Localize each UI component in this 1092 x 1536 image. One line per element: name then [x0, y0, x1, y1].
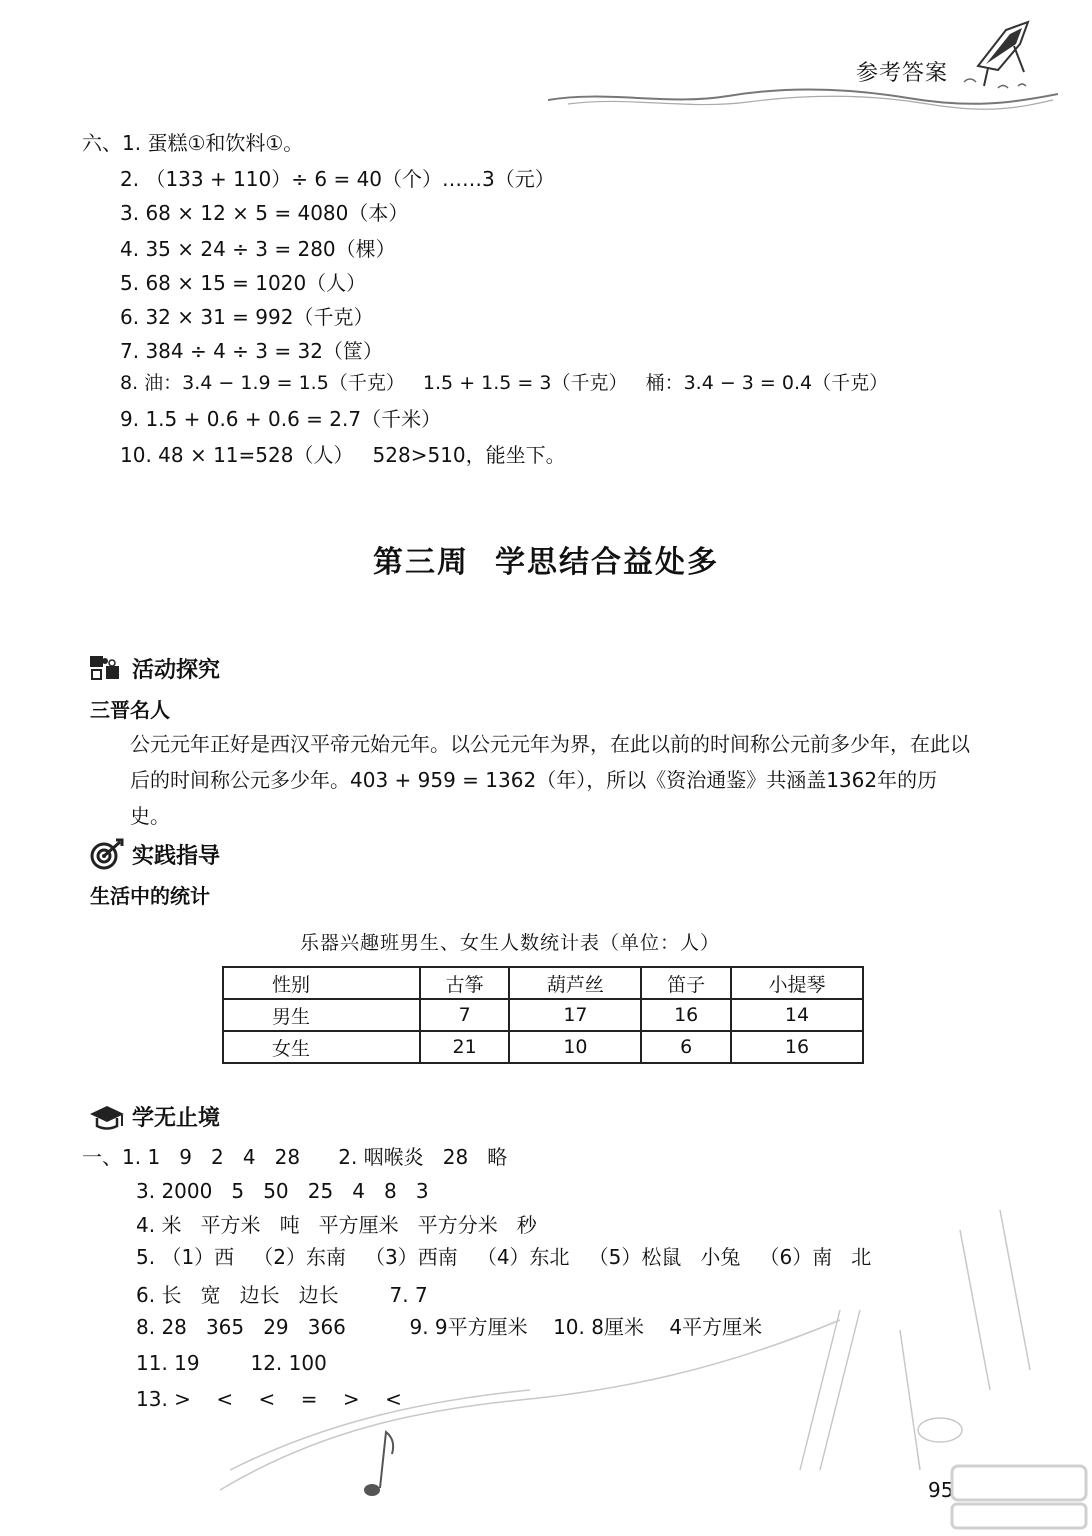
answer-line: 一、1. 1 9 2 4 28 2. 咽喉炎 28 略 [82, 1145, 508, 1169]
answer-line: 8. 28 365 29 366 9. 9平方厘米 10. 8厘米 4平方厘米 [136, 1315, 763, 1339]
practice-heading [88, 838, 220, 870]
music-doodle-illustration [200, 1170, 1070, 1510]
table-row [223, 999, 863, 1031]
answer-line: 7. 384 ÷ 4 ÷ 3 = 32（筐） [120, 339, 383, 363]
table-cell: 17 [509, 999, 641, 1031]
puzzle-icon [88, 652, 126, 684]
statistics-table [222, 966, 864, 1064]
answer-line: 2. （133 + 110）÷ 6 = 40（个）……3（元） [120, 167, 555, 191]
learning-heading-text: 学无止境 [132, 1105, 221, 1131]
table-cell: 7 [420, 999, 510, 1031]
answer-line: 8. 油：3.4 − 1.9 = 1.5（千克） 1.5 + 1.5 = 3（千克） 桶：3.4 − 3 = 0.4（千克） [120, 372, 889, 394]
table-cell: 16 [731, 1031, 863, 1063]
table-cell: 16 [641, 999, 731, 1031]
answer-line: 5. （1）西 （2）东南 （3）西南 （4）东北 （5）松鼠 小兔 （6）南 北 [136, 1245, 872, 1269]
week-title [0, 537, 1092, 581]
answer-line: 10. 48 × 11=528（人） 528>510，能坐下。 [120, 443, 566, 467]
answer-line: 11. 19 12. 100 [136, 1351, 327, 1375]
answer-line: 4. 35 × 24 ÷ 3 = 280（棵） [120, 237, 396, 261]
page-number: 95 [928, 1478, 954, 1502]
practice-heading-text: 实践指导 [132, 843, 221, 869]
table-cell: 21 [420, 1031, 510, 1063]
activity-heading-text: 活动探究 [132, 657, 221, 683]
answer-line: 6. 32 × 31 = 992（千克） [120, 305, 374, 329]
table-row [223, 1031, 863, 1063]
table-cell: 6 [641, 1031, 731, 1063]
table-cell: 10 [509, 1031, 641, 1063]
table-header-cell: 笛子 [641, 967, 731, 999]
answer-line: 3. 2000 5 50 25 4 8 3 [136, 1179, 429, 1203]
table-header-cell: 古筝 [420, 967, 510, 999]
week-title-number: 第三周 [373, 545, 469, 580]
table-header-cell: 性别 [223, 967, 420, 999]
answer-line: 6. 长 宽 边长 边长 7. 7 [136, 1283, 428, 1307]
activity-paragraph: 公元元年正好是西汉平帝元始元年。以公元元年为界，在此以前的时间称公元前多少年，在此以后的时间称公元多少年。403 + 959 = 1362（年），所以《资治通鉴》共涵盖1362年的历史。 [130, 732, 970, 828]
graduation-cap-icon [88, 1100, 126, 1132]
answer-line: 9. 1.5 + 0.6 + 0.6 = 2.7（千米） [120, 407, 442, 431]
table-cell: 男生 [223, 999, 420, 1031]
activity-subheading: 三晋名人 [90, 698, 170, 722]
answer-line: 4. 米 平方米 吨 平方厘米 平方分米 秒 [136, 1213, 537, 1237]
learning-heading [88, 1100, 220, 1132]
week-title-theme: 学思结合益处多 [495, 545, 719, 580]
header-label: 参考答案 [856, 61, 949, 86]
table-caption: 乐器兴趣班男生、女生人数统计表（单位：人） [300, 932, 721, 954]
table-header-row [223, 967, 863, 999]
practice-subheading: 生活中的统计 [90, 884, 210, 908]
header-wave-divider [548, 80, 1058, 110]
target-icon [88, 838, 126, 870]
table-cell: 女生 [223, 1031, 420, 1063]
table-header-cell: 葫芦丝 [509, 967, 641, 999]
answer-line: 13. > < < = > < [136, 1387, 402, 1411]
answer-line: 3. 68 × 12 × 5 = 4080（本） [120, 201, 409, 225]
table-cell: 14 [731, 999, 863, 1031]
answer-line: 六、1. 蛋糕①和饮料①。 [82, 131, 304, 155]
table-header-cell: 小提琴 [731, 967, 863, 999]
answer-line: 5. 68 × 15 = 1020（人） [120, 271, 367, 295]
activity-heading [88, 652, 220, 684]
watermark-logo [950, 1460, 1088, 1532]
